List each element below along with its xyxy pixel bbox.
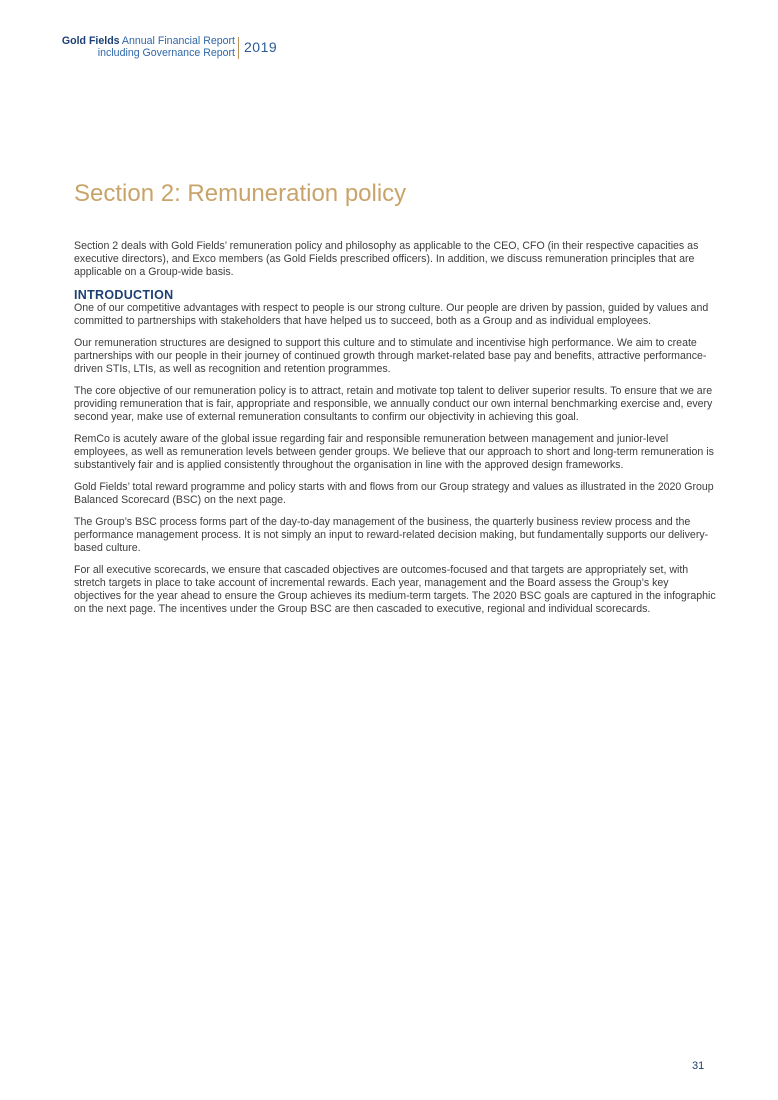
paragraph: The core objective of our remuneration policy is to attract, retain and motivate top talent to deliver superior results. To ensure that we are providing remuneration that is fair, appropriate and responsible, we annually conduct our own internal benchmarking exercise and, every second year, make use of external remuneration consultants to confirm our objectivity in achieving this goal. xyxy=(74,385,713,423)
main-content xyxy=(74,240,718,625)
page-number: 31 xyxy=(692,1060,705,1072)
report-title-block xyxy=(62,36,235,59)
intro-paragraph: Section 2 deals with Gold Fields’ remuneration policy and philosophy as applicable to the CEO, CFO (in their respective capacities as executive directors), and Exco members (as Gold Fields prescribed officers). In addition, we discuss remuneration principles that are applicable on a Group-wide basis. xyxy=(74,240,699,278)
section-title: Section 2: Remuneration policy xyxy=(74,180,407,207)
report-year: 2019 xyxy=(244,39,278,55)
report-title: Annual Financial Report xyxy=(121,35,235,47)
paragraph: Gold Fields’ total reward programme and policy starts with and flows from our Group strategy and values as illustrated in the 2020 Group Balanced Scorecard (BSC) on the next page. xyxy=(74,481,714,506)
header-divider xyxy=(238,37,239,59)
brand-name: Gold Fields xyxy=(61,35,120,47)
paragraph: One of our competitive advantages with respect to people is our strong culture. Our people are driven by passion, guided by values and committed to partnerships with stakeholders that have helped us to succeed, both as a Group and as individual employees. xyxy=(74,302,709,327)
paragraph: RemCo is acutely aware of the global issue regarding fair and responsible remuneration between management and junior-level employees, as well as remuneration levels between gender groups. We believe that our approach to short and long-term remuneration is substantively fair and is applied consistently throughout the organisation in line with the approved design frameworks. xyxy=(74,433,714,471)
introduction-heading: INTRODUCTION xyxy=(74,288,174,302)
paragraph: For all executive scorecards, we ensure that cascaded objectives are outcomes-focused and that targets are appropriately set, with stretch targets in place to take account of incremental rewards. Each year, management and the Board assess the Group’s key objectives for the year ahead to ensure the Group achieves its medium-term targets. The 2020 BSC goals are captured in the infographic on the next page. The incentives under the Group BSC are then cascaded to executive, regional and individual scorecards. xyxy=(74,564,716,615)
report-subtitle: including Governance Report xyxy=(97,46,235,59)
paragraph: Our remuneration structures are designed to support this culture and to stimulate and incentivise high performance. We aim to create partnerships with our people in their journey of continued growth through market-related base pay and benefits, attractive performance-driven STIs, LTIs, as well as recognition and retention programmes. xyxy=(74,337,707,375)
paragraph: The Group’s BSC process forms part of the day-to-day management of the business, the quarterly business review process and the performance management process. It is not simply an input to reward-related decision making, but fundamentally supports our delivery-based culture. xyxy=(74,516,709,554)
report-header xyxy=(0,36,280,66)
